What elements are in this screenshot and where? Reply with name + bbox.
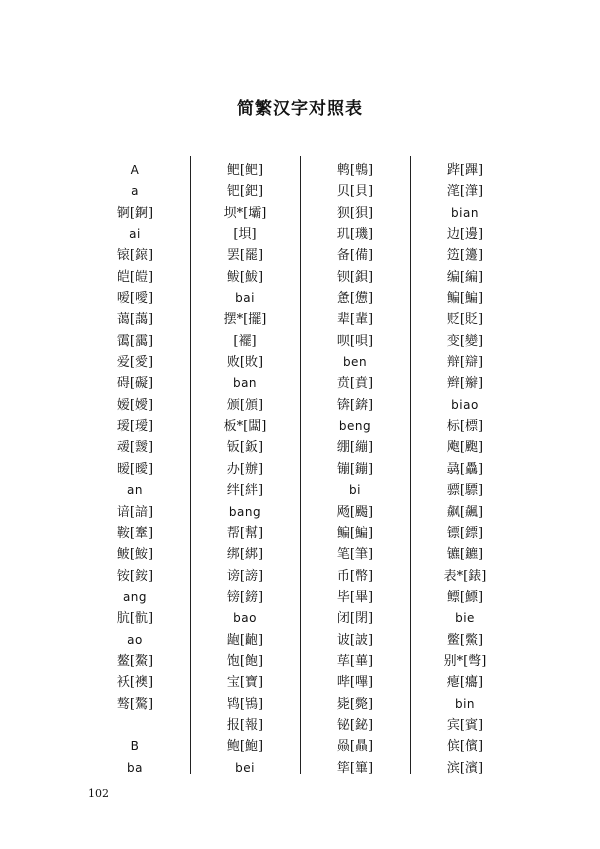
table-entry: 变[變]: [446, 333, 484, 349]
table-entry: 宾[賓]: [446, 717, 484, 733]
table-entry: 鸨[鴇]: [226, 696, 264, 712]
table-entry: an: [127, 483, 143, 498]
table-entry: 备[備]: [336, 248, 374, 264]
table-entry: 标[標]: [446, 419, 484, 435]
table-entry: 袄[襖]: [116, 675, 154, 691]
table-entry: bao: [233, 611, 257, 626]
table-entry: 镚[鏰]: [336, 461, 374, 477]
table-entry: bei: [235, 760, 255, 775]
table-entry: 鳊[鯿]: [446, 291, 484, 307]
table-entry: 嫒[嬡]: [116, 397, 154, 413]
table-entry: 飑[颮]: [446, 440, 484, 456]
table-entry: 毙[斃]: [336, 696, 374, 712]
table-entry: bian: [451, 205, 479, 220]
table-entry: 谤[謗]: [226, 568, 264, 584]
table-entry: 币[幣]: [336, 568, 374, 584]
table-entry: 铋[鉍]: [336, 717, 374, 733]
table-entry: 贬[貶]: [446, 312, 484, 328]
table-entry: 霭[靄]: [116, 333, 154, 349]
table-entry: 罢[罷]: [226, 248, 264, 264]
table-entry: 宝[寶]: [226, 675, 264, 691]
table-entry: 镖[鏢]: [446, 525, 484, 541]
page-title: 简繁汉字对照表: [237, 99, 363, 119]
table-entry: 谙[諳]: [116, 504, 154, 520]
table-entry: 贝[貝]: [336, 184, 374, 200]
table-entry: 别*[彆]: [443, 653, 487, 669]
table-entry: 绷[繃]: [336, 440, 374, 456]
table-entry: biao: [451, 397, 479, 412]
table-entry: 鲏[鮟]: [116, 547, 154, 563]
table-entry: a: [131, 184, 139, 199]
table-entry: 嗳[噯]: [116, 291, 154, 307]
table-entry: 毕[畢]: [336, 589, 374, 605]
table-entry: 辩[辯]: [446, 355, 484, 371]
table-entry: 办[辦]: [226, 461, 264, 477]
table-entry: 铵[銨]: [116, 568, 154, 584]
table-entry: 傧[儐]: [446, 739, 484, 755]
table-entry: ai: [129, 227, 141, 242]
table-column-1: [80, 160, 190, 779]
table-entry: 绊[絆]: [226, 483, 264, 499]
table-entry: 鲃[鲃]: [226, 163, 264, 178]
table-entry: 筚[篳]: [336, 760, 374, 776]
table-entry: 颁[頒]: [226, 397, 264, 413]
table-entry: 报[報]: [226, 717, 264, 733]
table-entry: bie: [455, 611, 475, 626]
table-entry: 碍[礙]: [116, 376, 154, 392]
table-entry: B: [130, 739, 140, 754]
table-entry: bi: [349, 483, 361, 498]
table-entry: 镑[鎊]: [226, 589, 264, 605]
table-entry: 骉[驫]: [446, 461, 484, 477]
table-entry: 锛[錛]: [336, 397, 374, 413]
table-entry: 贲[賁]: [336, 376, 374, 392]
table-entry: 鹎[鵯]: [336, 163, 374, 178]
table-column-4: [410, 160, 520, 779]
table-entry: 玑[璣]: [336, 227, 374, 243]
table-entry: 坝*[壩]: [223, 205, 267, 221]
table-entry: 锿[鎄]: [116, 248, 154, 264]
table-entry: 惫[憊]: [336, 291, 374, 307]
table-column-3: [300, 160, 410, 779]
table-entry: ang: [122, 589, 148, 604]
table-entry: 摆*[擺]: [223, 312, 267, 328]
table-entry: 瑷[璦]: [116, 419, 154, 435]
table-entry: 饱[飽]: [226, 653, 264, 669]
table-entry: bin: [454, 696, 476, 711]
table-entry: 滗[潷]: [446, 184, 484, 200]
table-entry: 滨[濱]: [446, 760, 484, 776]
table-entry: 辈[輩]: [336, 312, 374, 328]
table-entry: 帮[幫]: [226, 525, 264, 541]
table-entry: 飙[飆]: [446, 504, 484, 520]
table-entry: 锕[錒]: [116, 205, 154, 221]
table-entry: [垻]: [233, 227, 257, 243]
table-entry: beng: [338, 419, 372, 434]
table-entry: ban: [232, 376, 258, 391]
table-entry: 鲅[鮁]: [226, 269, 264, 285]
table-entry: 辫[辮]: [446, 376, 484, 392]
table-entry: ba: [127, 760, 143, 775]
table-entry: 龅[齙]: [226, 632, 264, 648]
table-entry: 边[邊]: [446, 227, 484, 243]
table-entry: 鳖[鱉]: [446, 632, 484, 648]
table-entry: 笔[筆]: [336, 547, 374, 563]
table-entry: 诐[詖]: [336, 632, 374, 648]
table-entry: 鳌[鰲]: [116, 653, 154, 669]
table-entry: 败[敗]: [226, 355, 264, 371]
table-entry: 肮[骯]: [116, 611, 154, 627]
table-entry: 镳[鑣]: [446, 547, 484, 563]
table-entry: 荜[蓽]: [336, 653, 374, 669]
table-entry: 鳊[鯿]: [336, 525, 374, 541]
table-entry: bang: [228, 504, 262, 519]
table-entry: ben: [342, 355, 368, 370]
table-entry: 编[編]: [446, 269, 484, 285]
table-entry: 狈[狽]: [336, 205, 374, 221]
table-entry: 骜[驁]: [116, 696, 154, 712]
table-entry: 板*[闆]: [223, 419, 267, 435]
page-number: 102: [88, 787, 109, 800]
table-entry: 瘪[癟]: [446, 675, 484, 691]
table-entry: 钣[鈑]: [226, 440, 264, 456]
table-entry: 皑[皚]: [116, 269, 154, 285]
table-entry: [80, 715, 190, 736]
table-entry: 跸[蹕]: [446, 163, 484, 178]
table-entry: 赑[贔]: [336, 739, 374, 755]
table-entry: 蔼[藹]: [116, 312, 154, 328]
table-entry: 骠[驃]: [446, 483, 484, 499]
table-entry: 哔[嗶]: [336, 675, 374, 691]
table-entry: 表*[錶]: [443, 568, 487, 584]
table-entry: 暧[曖]: [116, 461, 154, 477]
table-entry: 爱[愛]: [116, 355, 154, 371]
table-entry: 鳔[鰾]: [446, 589, 484, 605]
table-entry: 呗[唄]: [336, 333, 374, 349]
table-entry: 叆[靉]: [116, 440, 154, 456]
table-entry: [襬]: [233, 333, 257, 349]
table-entry: 笾[籩]: [446, 248, 484, 264]
table-column-2: [190, 160, 300, 779]
table-entry: 飏[颺]: [336, 504, 374, 520]
table-entry: 鲍[鮑]: [226, 739, 264, 755]
table-entry: 钡[鋇]: [336, 269, 374, 285]
table-entry: A: [130, 163, 140, 177]
table-entry: bai: [235, 291, 255, 306]
table-entry: 绑[綁]: [226, 547, 264, 563]
table-entry: 闭[閉]: [336, 611, 374, 627]
table-entry: ao: [127, 632, 143, 647]
table-entry: 鞍[鞌]: [116, 525, 154, 541]
table-entry: 钯[鈀]: [226, 184, 264, 200]
